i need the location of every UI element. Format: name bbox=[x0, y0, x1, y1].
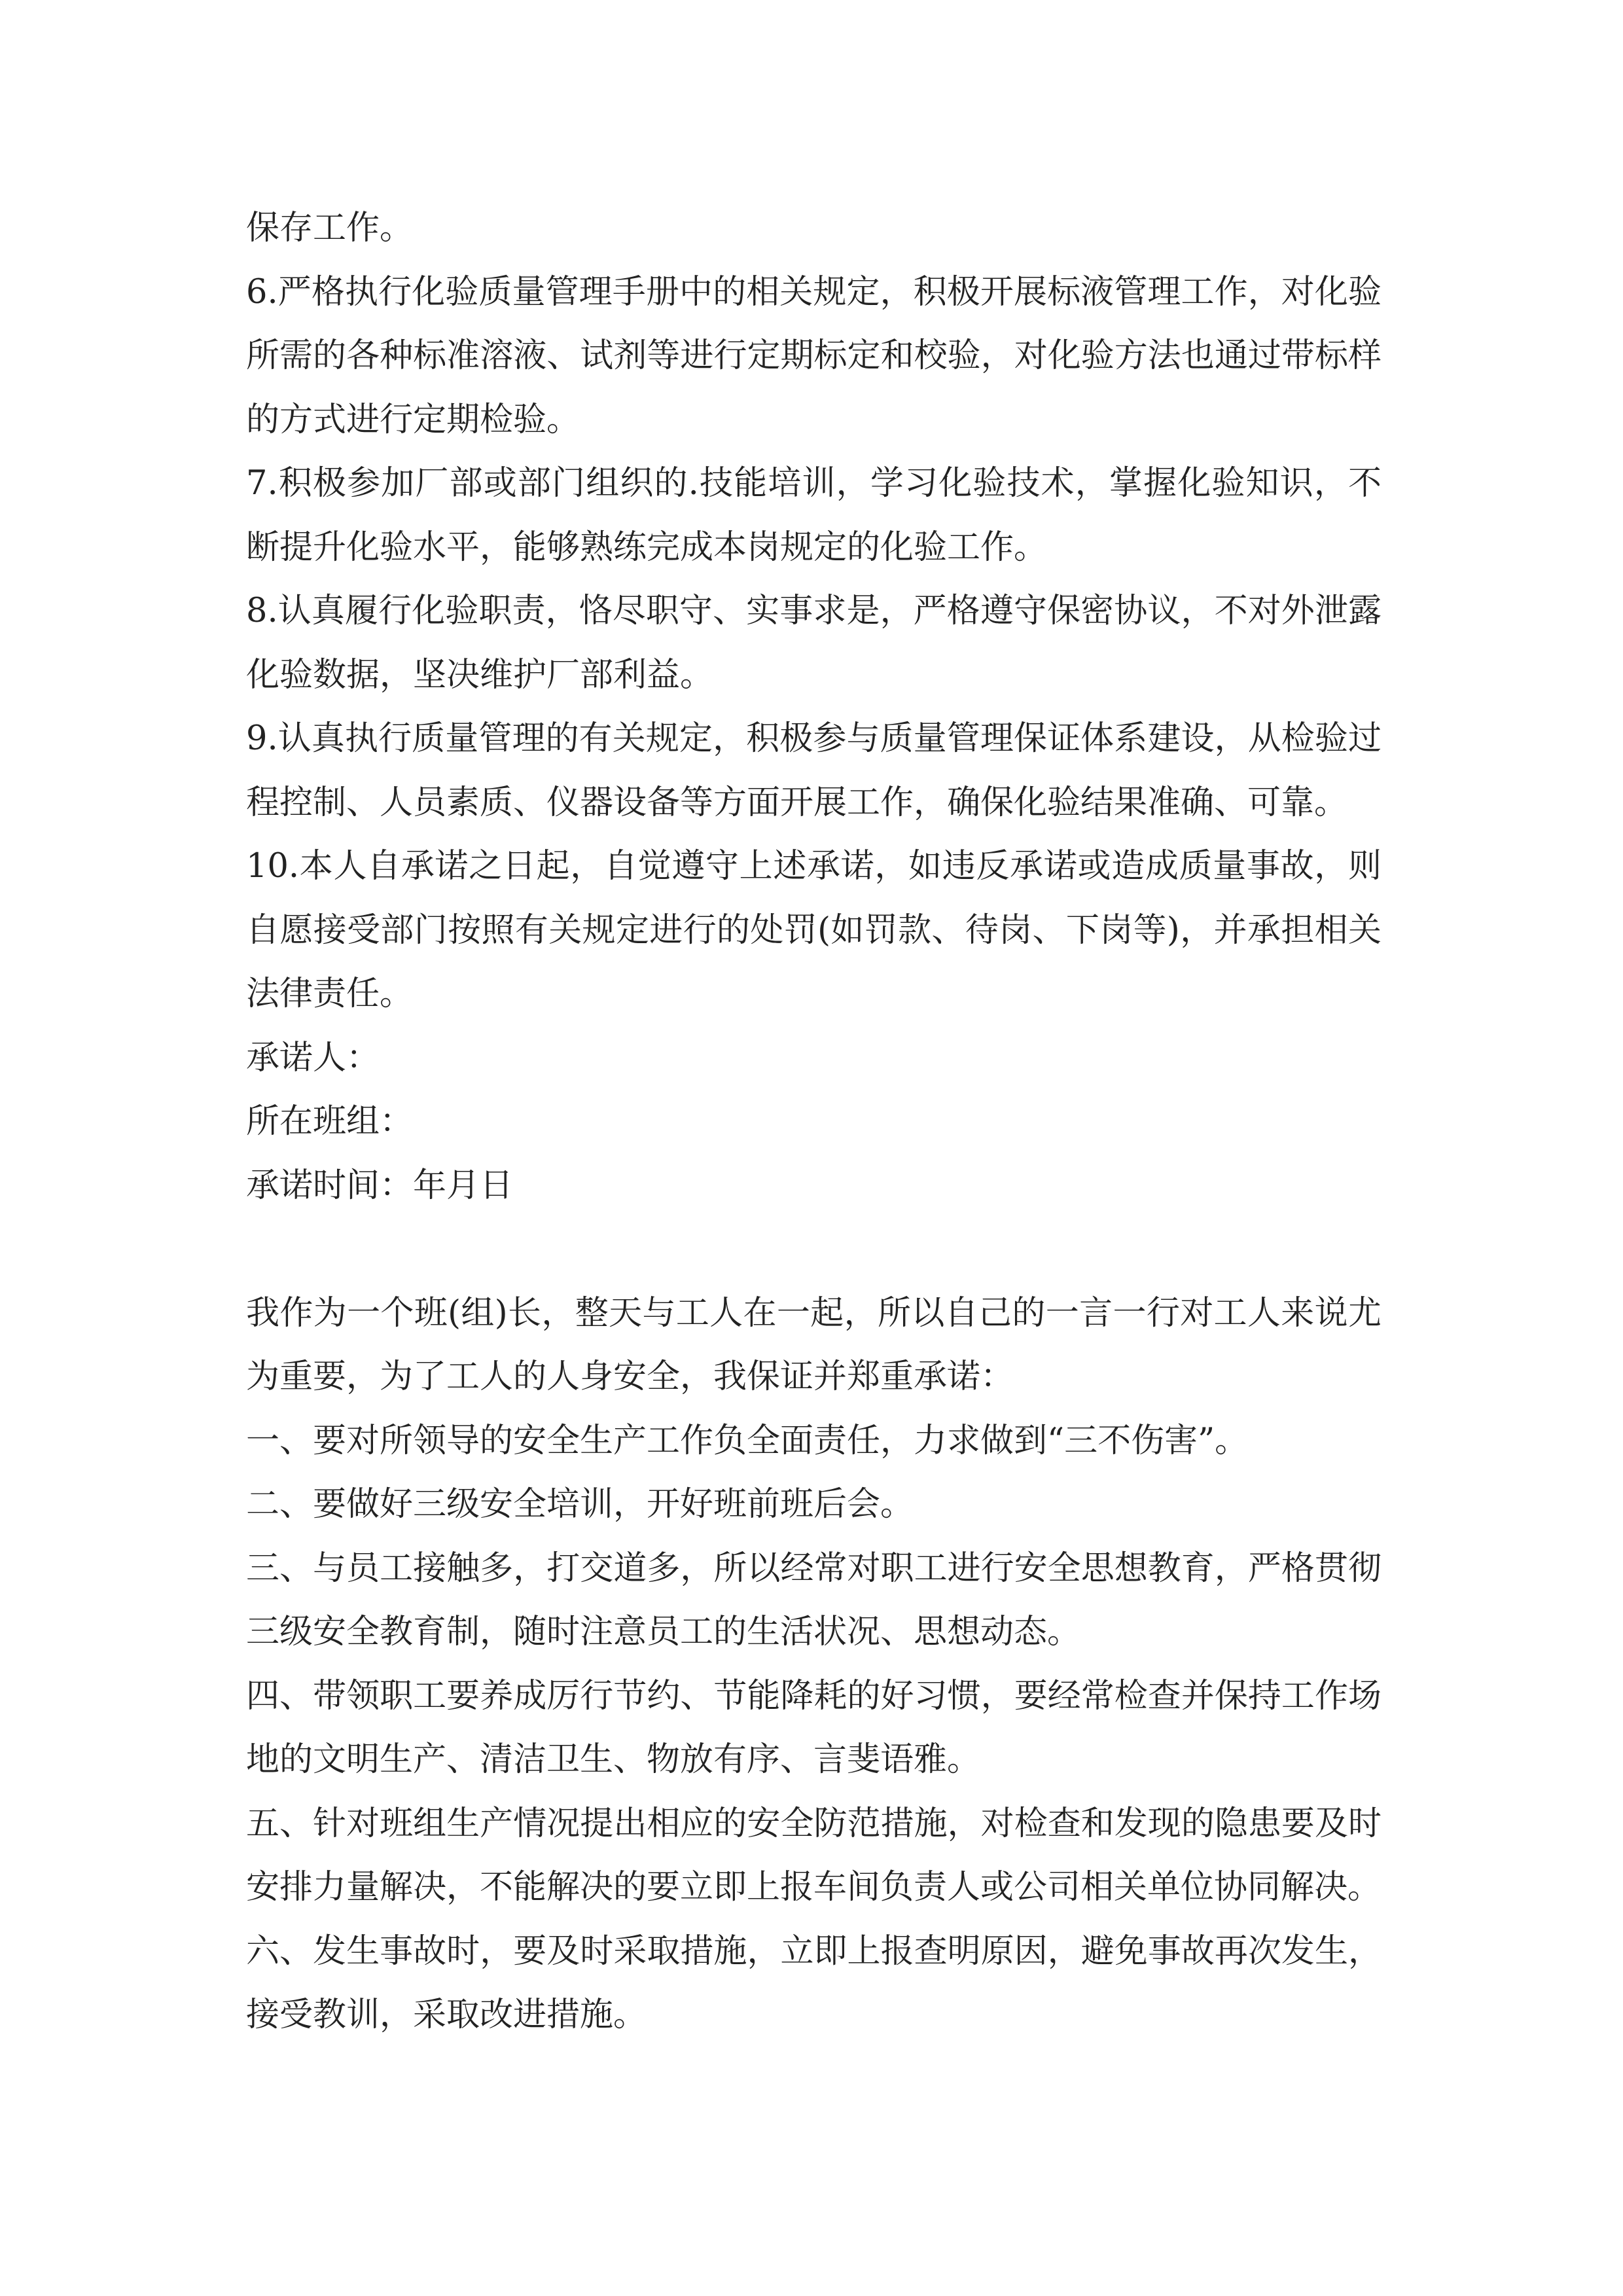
paragraph-point-6: 六、发生事故时，要及时采取措施，立即上报查明原因，避免事故再次发生，接受教训，采取改进措施。 bbox=[246, 1931, 1382, 2034]
paragraph-point-3: 三、与员工接触多，打交道多，所以经常对职工进行安全思想教育，严格贯彻三级安全教育制，随时注意员工的生活状况、思想动态。 bbox=[246, 1549, 1382, 1651]
signature-person-line: 承诺人： bbox=[246, 1038, 380, 1077]
paragraph-item-10: 10.本人自承诺之日起，自觉遵守上述承诺，如违反承诺或造成质量事故，则自愿接受部门按照有关规定进行的处罚(如罚款、待岗、下岗等)，并承担相关法律责任。 bbox=[246, 847, 1382, 1013]
paragraph-point-4: 四、带领职工要养成厉行节约、节能降耗的好习惯，要经常检查并保持工作场地的文明生产、清洁卫生、物放有序、言斐语雅。 bbox=[246, 1676, 1382, 1779]
paragraph-item-8: 8.认真履行化验职责，恪尽职守、实事求是，严格遵守保密协议，不对外泄露化验数据，坚决维护厂部利益。 bbox=[246, 592, 1382, 694]
paragraph-item-9: 9.认真执行质量管理的有关规定，积极参与质量管理保证体系建设，从检验过程控制、人员素质、仪器设备等方面开展工作，确保化验结果准确、可靠。 bbox=[246, 719, 1382, 822]
paragraph-point-1: 一、要对所领导的安全生产工作负全面责任，力求做到“三不伤害”。 bbox=[246, 1421, 1249, 1460]
signature-team-line: 所在班组： bbox=[246, 1102, 414, 1141]
signature-date-line: 承诺时间：年月日 bbox=[246, 1166, 514, 1205]
paragraph-item-7: 7.积极参加厂部或部门组织的.技能培训，学习化验技术，掌握化验知识，不断提升化验水平，能够熟练完成本岗规定的化验工作。 bbox=[246, 464, 1382, 567]
paragraph-continuation: 保存工作。 bbox=[246, 209, 414, 247]
paragraph-point-5: 五、针对班组生产情况提出相应的安全防范措施，对检查和发现的隐患要及时安排力量解决，不能解决的要立即上报车间负责人或公司相关单位协同解决。 bbox=[246, 1804, 1382, 1907]
section-gap bbox=[246, 1217, 1382, 1282]
paragraph-intro: 我作为一个班(组)长，整天与工人在一起，所以自己的一言一行对工人来说尤为重要，为了工人的人身安全，我保证并郑重承诺： bbox=[246, 1293, 1382, 1396]
document-body bbox=[246, 196, 1382, 2047]
paragraph-point-2: 二、要做好三级安全培训，开好班前班后会。 bbox=[246, 1485, 914, 1524]
paragraph-item-6: 6.严格执行化验质量管理手册中的相关规定，积极开展标液管理工作，对化验所需的各种标准溶液、试剂等进行定期标定和校验，对化验方法也通过带标样的方式进行定期检验。 bbox=[246, 272, 1382, 439]
